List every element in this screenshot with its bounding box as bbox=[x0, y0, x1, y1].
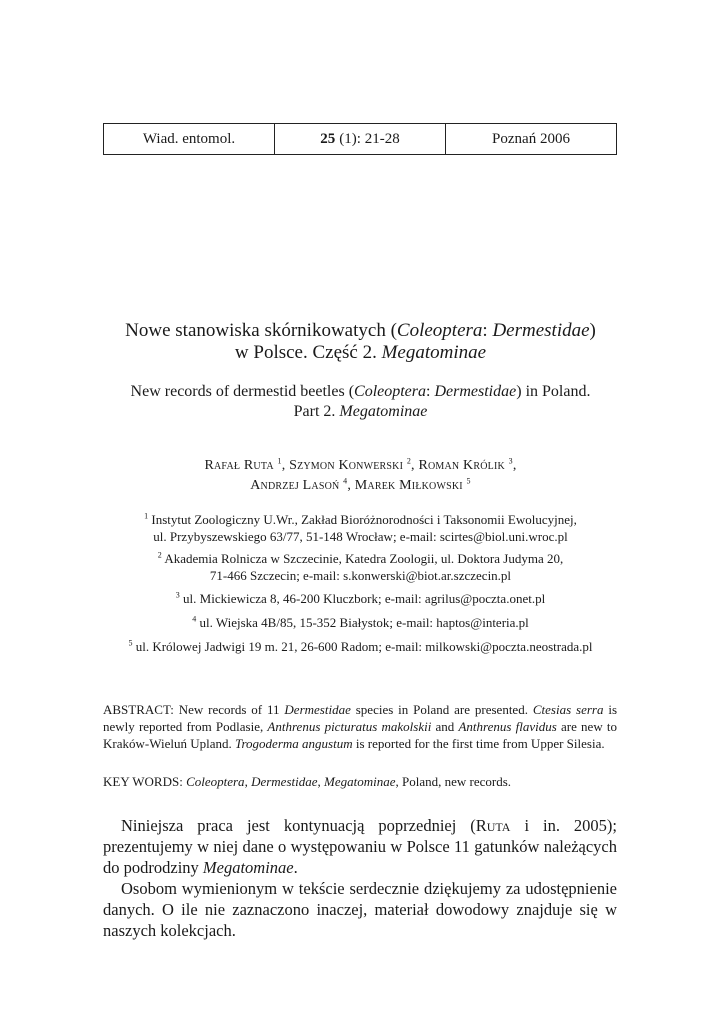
title-english-line2: Part 2. Megatominae bbox=[293, 403, 428, 420]
key-words: KEY WORDS: Coleoptera, Dermestidae, Megatominae, Poland, new records. bbox=[103, 774, 512, 789]
author-1: Rafał Ruta bbox=[204, 458, 274, 473]
authors-line2: Andrzej Lasoń $^4$, Marek Miłkowski $^5$ bbox=[250, 476, 471, 493]
body-paragraph-2: Osobom wymienionym w tekście serdecznie dziękujemy za udostępnienie danych. O ile nie zaznaczono inaczej, materiał dowodowy znajduje się w naszych kolekcjach. bbox=[103, 879, 617, 940]
authors-line1: Rafał Ruta $^1$, Szymon Konwerski $^2$, Roman Królik $^3$, bbox=[204, 456, 517, 473]
author-list bbox=[0, 456, 721, 496]
journal-header-box bbox=[103, 123, 617, 155]
author-2: Szymon Konwerski bbox=[289, 458, 404, 473]
affiliation-4: $^4$ ul. Wiejska 4B/85, 15-352 Białystok; e-mail: haptos@interia.pl bbox=[192, 614, 529, 630]
title-polish bbox=[0, 320, 721, 364]
affiliation-2: $^2$ Akademia Rolnicza w Szczecinie, Katedra Zoologii, ul. Doktora Judyma 20, 71-466 Szczecin; e-mail: s.konwerski@biot.ar.szczecin.pl bbox=[157, 550, 564, 583]
title-english-line1: New records of dermestid beetles (Coleoptera: Dermestidae) in Poland. bbox=[130, 383, 591, 400]
abstract: ABSTRACT: New records of 11 Dermestidae species in Poland are presented. Ctesias serra is newly reported from Podlasie, Anthrenus picturatus makolskii and Anthrenus flavidus are new to Kraków-Wieluń Upland. Trogoderma angustum is reported for the first time from Upper Silesia. bbox=[103, 702, 618, 751]
title-english bbox=[0, 382, 721, 422]
affiliation-5: $^5$ ul. Królowej Jadwigi 19 m. 21, 26-600 Radom; e-mail: milkowski@poczta.neostrada.pl bbox=[128, 638, 593, 654]
author-3: Roman Królik bbox=[418, 458, 505, 473]
volume-cell bbox=[275, 124, 446, 154]
issue-pages: (1): 21-28 bbox=[339, 130, 400, 147]
place-year: Poznań 2006 bbox=[492, 130, 570, 147]
journal-name-cell bbox=[104, 124, 275, 154]
body-paragraph-1: Niniejsza praca jest kontynuacją poprzedniej (Ruta i in. 2005); prezentujemy w niej dane o występowaniu w Polsce 11 gatunków należących do podrodziny Megatominae. bbox=[103, 816, 617, 877]
place-year-cell bbox=[446, 124, 616, 154]
volume-number: 25 bbox=[320, 130, 336, 147]
journal-name: Wiad. entomol. bbox=[142, 130, 236, 147]
author-5: Marek Miłkowski bbox=[354, 478, 463, 493]
body-text bbox=[103, 815, 617, 941]
affiliation-1: $^1$ Instytut Zoologiczny U.Wr., Zakład Bioróżnorodności i Taksonomii Ewolucyjnej, ul. Przybyszewskiego 63/77, 51-148 Wrocław; e-mail: scirtes@biol.uni.wroc.pl bbox=[144, 511, 577, 544]
title-polish-line2: w Polsce. Część 2. Megatominae bbox=[234, 342, 487, 363]
author-4: Andrzej Lasoń bbox=[250, 478, 340, 493]
title-polish-line1: Nowe stanowiska skórnikowatych (Coleoptera: Dermestidae) bbox=[125, 320, 596, 341]
affiliation-3: $^3$ ul. Mickiewicza 8, 46-200 Kluczbork; e-mail: agrilus@poczta.onet.pl bbox=[175, 590, 546, 606]
